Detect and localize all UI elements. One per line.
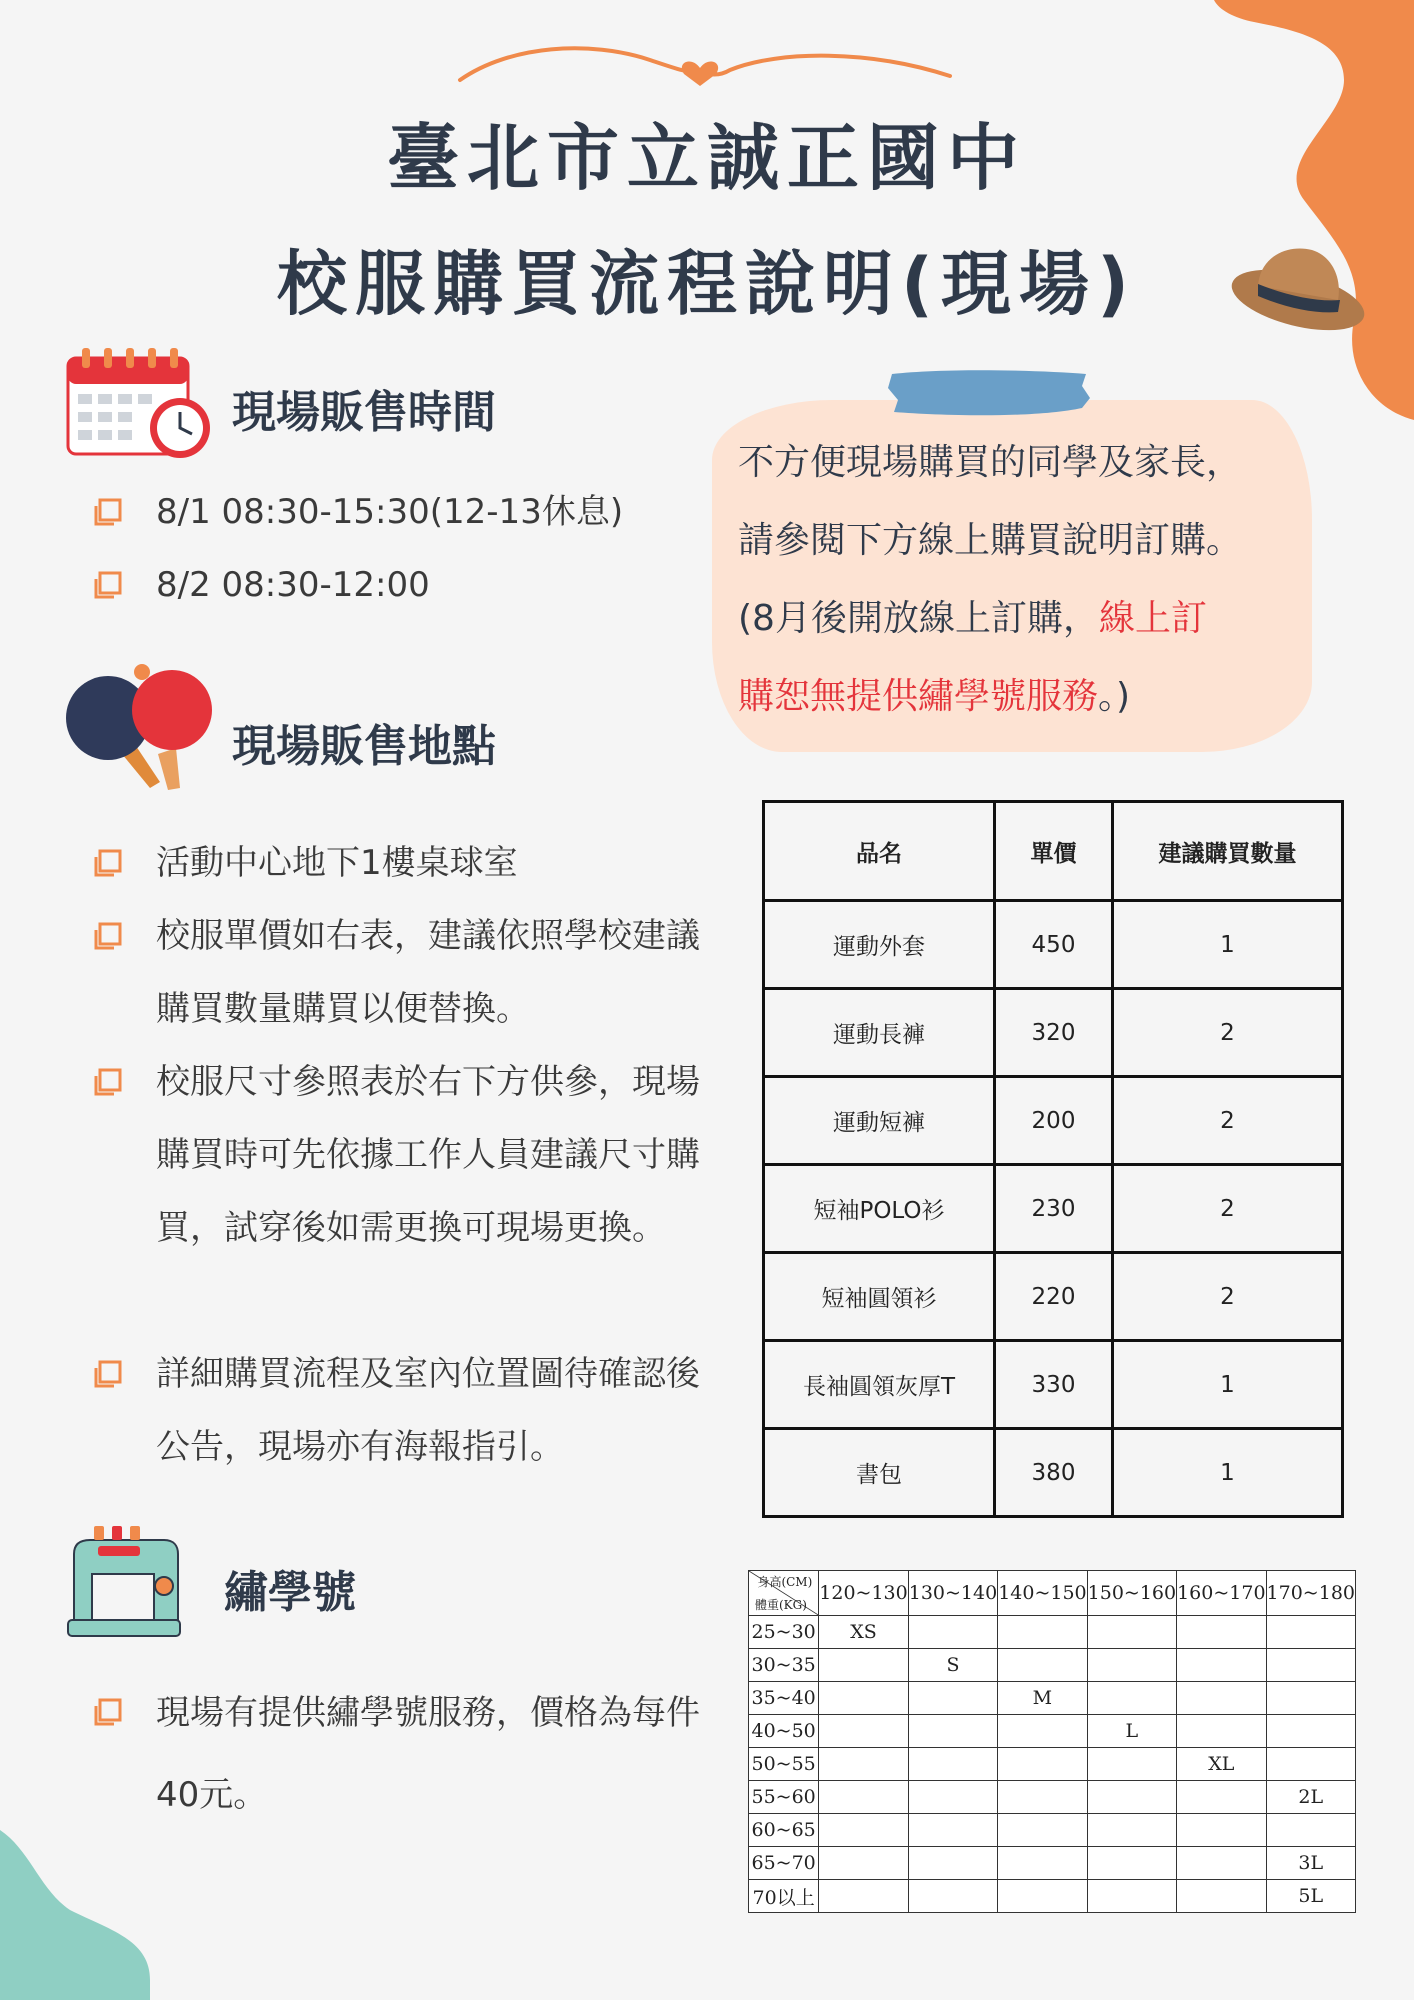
size-cell — [1266, 1715, 1355, 1748]
cell-price: 330 — [995, 1341, 1113, 1429]
table-row — [749, 1847, 1356, 1880]
weight-row-label: 60~65 — [749, 1814, 819, 1847]
weight-row-label: 40~50 — [749, 1715, 819, 1748]
place-item-3: 校服尺寸參照表於右下方供參，現場購買時可先依據工作人員建議尺寸購買，試穿後如需更換可現場更換。 — [156, 1062, 700, 1248]
size-cell — [998, 1616, 1087, 1649]
size-cell: S — [908, 1649, 997, 1682]
teal-blob-decoration — [0, 1810, 160, 2000]
size-cell — [819, 1715, 908, 1748]
size-cell — [819, 1682, 908, 1715]
table-row — [764, 1429, 1343, 1517]
cell-quantity: 2 — [1113, 1165, 1343, 1253]
section-heading-place: 現場販售地點 — [232, 721, 496, 772]
checkbox-outline-icon — [94, 849, 122, 877]
straw-hat-icon — [1228, 238, 1368, 336]
weight-row-label: 30~35 — [749, 1649, 819, 1682]
weight-row-label: 65~70 — [749, 1847, 819, 1880]
table-row — [749, 1715, 1356, 1748]
size-cell — [908, 1748, 997, 1781]
size-cell — [1177, 1649, 1266, 1682]
size-cell — [908, 1616, 997, 1649]
sewing-machine-icon — [64, 1524, 184, 1640]
size-cell — [1087, 1649, 1176, 1682]
size-cell — [1087, 1781, 1176, 1814]
size-cell — [908, 1715, 997, 1748]
cell-price: 200 — [995, 1077, 1113, 1165]
size-cell — [1177, 1682, 1266, 1715]
size-cell — [1177, 1880, 1266, 1913]
height-column-header: 170~180 — [1266, 1571, 1355, 1616]
time-item-1: 8/1 08:30-15:30(12-13休息) — [156, 492, 624, 532]
table-row — [749, 1616, 1356, 1649]
cell-quantity: 2 — [1113, 989, 1343, 1077]
size-table-header — [749, 1571, 1356, 1616]
size-cell — [1177, 1616, 1266, 1649]
checkbox-outline-icon — [94, 498, 122, 526]
weight-row-label: 70以上 — [749, 1880, 819, 1913]
size-cell: XL — [1177, 1748, 1266, 1781]
notice-line-4a: 購恕無提供繡學號服務 — [738, 676, 1099, 717]
page-title-line1: 臺北市立誠正國中 — [386, 116, 1027, 200]
cell-price: 450 — [995, 901, 1113, 989]
size-cell — [819, 1880, 908, 1913]
blue-tape-decoration — [886, 368, 1092, 420]
size-cell — [1266, 1814, 1355, 1847]
table-row — [764, 989, 1343, 1077]
notice-line-3a: (8月後開放線上訂購， — [738, 598, 1099, 639]
price-table-header — [764, 802, 1343, 901]
size-cell — [1177, 1814, 1266, 1847]
size-cell: 5L — [1266, 1880, 1355, 1913]
cell-quantity: 1 — [1113, 1341, 1343, 1429]
size-cell: 3L — [1266, 1847, 1355, 1880]
size-cell — [1087, 1880, 1176, 1913]
size-cell — [998, 1880, 1087, 1913]
price-table — [762, 800, 1344, 1518]
notice-line-2: 請參閱下方線上購買說明訂購。 — [738, 520, 1243, 561]
weight-row-label: 50~55 — [749, 1748, 819, 1781]
size-cell — [1266, 1748, 1355, 1781]
table-row — [749, 1649, 1356, 1682]
size-cell — [1087, 1682, 1176, 1715]
size-cell — [1087, 1814, 1176, 1847]
height-column-header: 160~170 — [1177, 1571, 1266, 1616]
ping-pong-paddles-icon — [64, 662, 214, 792]
table-row — [764, 1253, 1343, 1341]
table-row — [764, 901, 1343, 989]
size-cell — [908, 1847, 997, 1880]
height-column-header: 120~130 — [819, 1571, 908, 1616]
size-table-body — [749, 1616, 1356, 1913]
size-cell — [1087, 1847, 1176, 1880]
table-row — [764, 1165, 1343, 1253]
section-heading-embroidery: 繡學號 — [224, 1567, 356, 1618]
size-cell — [819, 1781, 908, 1814]
notice-line-4 — [738, 658, 1308, 736]
table-row — [749, 1748, 1356, 1781]
calendar-clock-icon — [64, 348, 214, 464]
table-row — [749, 1880, 1356, 1913]
size-cell — [819, 1748, 908, 1781]
embroidery-item-1: 現場有提供繡學號服務，價格為每件40元。 — [156, 1693, 700, 1815]
corner-weight-label: 體重(KG) — [755, 1598, 807, 1612]
size-cell — [1177, 1847, 1266, 1880]
cell-quantity: 2 — [1113, 1253, 1343, 1341]
notice-line-3 — [738, 580, 1308, 658]
checkbox-outline-icon — [94, 1698, 122, 1726]
cell-item: 短袖POLO衫 — [764, 1165, 995, 1253]
size-cell — [819, 1814, 908, 1847]
size-cell — [819, 1847, 908, 1880]
table-row — [749, 1781, 1356, 1814]
weight-row-label: 55~60 — [749, 1781, 819, 1814]
checkbox-outline-icon — [94, 571, 122, 599]
size-cell — [998, 1847, 1087, 1880]
cell-item: 書包 — [764, 1429, 995, 1517]
size-cell — [1177, 1781, 1266, 1814]
size-cell — [908, 1781, 997, 1814]
size-table-corner — [749, 1571, 819, 1616]
size-cell — [1087, 1748, 1176, 1781]
size-cell — [819, 1649, 908, 1682]
size-cell — [1087, 1616, 1176, 1649]
cell-item: 運動長褲 — [764, 989, 995, 1077]
cell-quantity: 2 — [1113, 1077, 1343, 1165]
size-cell — [1266, 1682, 1355, 1715]
size-cell — [1266, 1649, 1355, 1682]
height-column-header: 130~140 — [908, 1571, 997, 1616]
checkbox-outline-icon — [94, 922, 122, 950]
cell-item: 短袖圓領衫 — [764, 1253, 995, 1341]
orange-blob-decoration — [1194, 0, 1414, 420]
size-cell — [998, 1715, 1087, 1748]
height-column-header: 150~160 — [1087, 1571, 1176, 1616]
size-cell: 2L — [1266, 1781, 1355, 1814]
col-header-item: 品名 — [764, 802, 995, 901]
height-column-header: 140~150 — [998, 1571, 1087, 1616]
size-cell — [1177, 1715, 1266, 1748]
table-row — [749, 1682, 1356, 1715]
size-cell — [908, 1880, 997, 1913]
size-cell — [908, 1682, 997, 1715]
table-row — [764, 1341, 1343, 1429]
size-cell — [1266, 1616, 1355, 1649]
place-item-4: 詳細購買流程及室內位置圖待確認後公告，現場亦有海報指引。 — [156, 1354, 700, 1467]
section-heading-time: 現場販售時間 — [232, 387, 496, 438]
cell-item: 運動短褲 — [764, 1077, 995, 1165]
heart-line-decoration — [450, 40, 970, 100]
size-cell — [998, 1748, 1087, 1781]
cell-price: 380 — [995, 1429, 1113, 1517]
time-item-2: 8/2 08:30-12:00 — [156, 565, 430, 605]
weight-row-label: 25~30 — [749, 1616, 819, 1649]
cell-price: 320 — [995, 989, 1113, 1077]
cell-quantity: 1 — [1113, 1429, 1343, 1517]
size-cell — [908, 1814, 997, 1847]
checkbox-outline-icon — [94, 1360, 122, 1388]
size-cell: L — [1087, 1715, 1176, 1748]
cell-price: 230 — [995, 1165, 1113, 1253]
place-item-2: 校服單價如右表，建議依照學校建議購買數量購買以便替換。 — [156, 916, 700, 1029]
col-header-quantity: 建議購買數量 — [1113, 802, 1343, 901]
size-cell — [998, 1814, 1087, 1847]
size-cell — [998, 1781, 1087, 1814]
notice-line-4b: 。) — [1098, 676, 1131, 717]
checkbox-outline-icon — [94, 1068, 122, 1096]
weight-row-label: 35~40 — [749, 1682, 819, 1715]
cell-quantity: 1 — [1113, 901, 1343, 989]
corner-height-label: 身高(CM) — [757, 1575, 813, 1589]
size-cell: M — [998, 1682, 1087, 1715]
page-title-line2: 校服購買流程說明(現場) — [277, 243, 1137, 325]
cell-price: 220 — [995, 1253, 1113, 1341]
cell-item: 長袖圓領灰厚T — [764, 1341, 995, 1429]
place-item-1: 活動中心地下1樓桌球室 — [156, 843, 518, 883]
notice-line-3b: 線上訂 — [1098, 598, 1207, 639]
table-row — [764, 1077, 1343, 1165]
table-row — [749, 1814, 1356, 1847]
size-chart-table — [748, 1570, 1356, 1913]
size-cell — [998, 1649, 1087, 1682]
cell-item: 運動外套 — [764, 901, 995, 989]
online-notice-text — [738, 424, 1308, 736]
size-cell: XS — [819, 1616, 908, 1649]
notice-line-1: 不方便現場購買的同學及家長， — [738, 442, 1243, 483]
col-header-price: 單價 — [995, 802, 1113, 901]
